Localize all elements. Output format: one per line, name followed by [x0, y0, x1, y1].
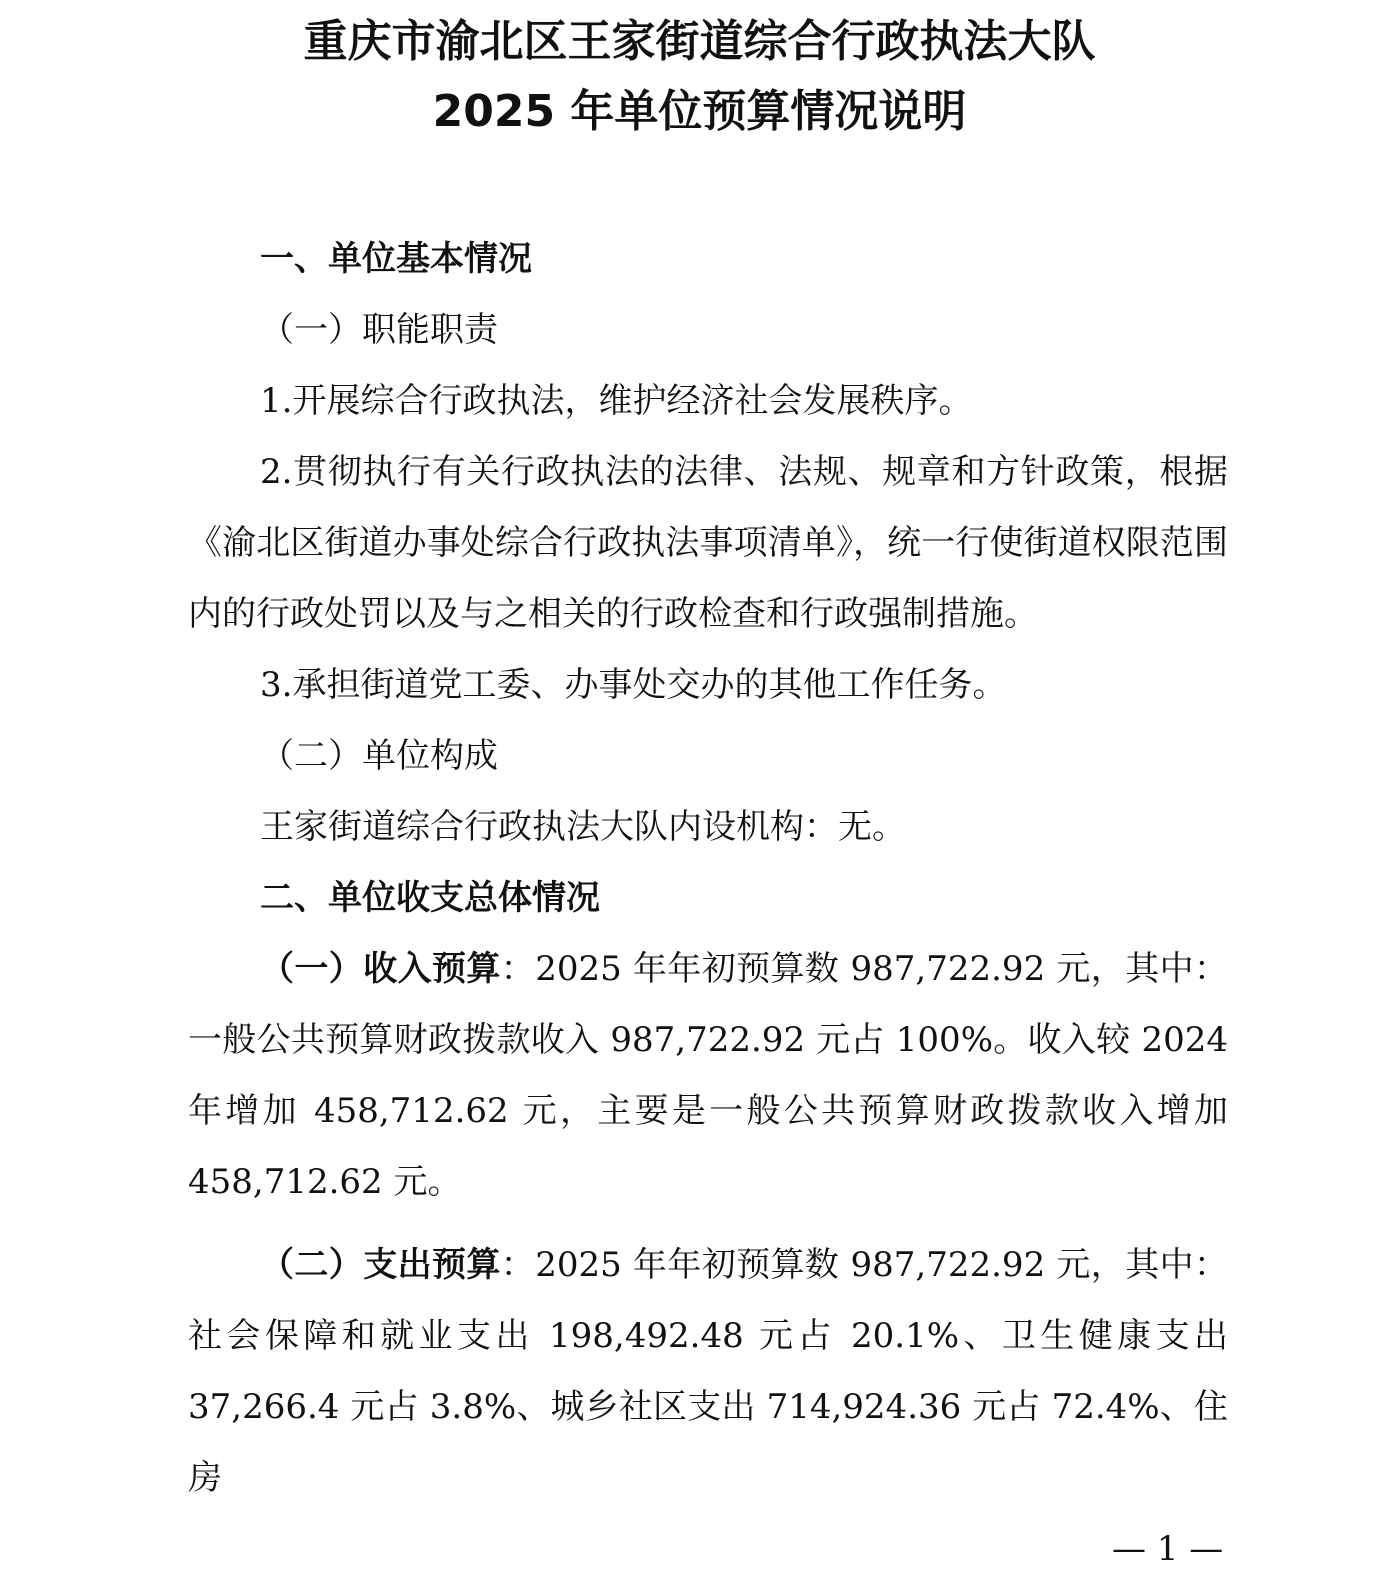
duty-item-1: 1.开展综合行政执法，维护经济社会发展秩序。 [260, 381, 973, 421]
page-number: — 1 — [1112, 1529, 1224, 1569]
document-title-line1: 重庆市渝北区王家街道综合行政执法大队 [303, 16, 1096, 67]
duty-item-3: 3.承担街道党工委、办事处交办的其他工作任务。 [260, 665, 1007, 705]
section1-heading: 一、单位基本情况 [260, 239, 532, 279]
document-title-line2: 2025 年单位预算情况说明 [432, 86, 967, 137]
expense-budget-lead: （二）支出预算 [260, 1245, 501, 1285]
expense-budget-text: ：2025 年年初预算数 987,722.92 元，其中：社会保障和就业支出 198,492.48 元占 20.1%、卫生健康支出 37,266.4 元占 3.8%、城乡社区支出 714,924.36 元占 72.4%、住房 [188, 1245, 1228, 1498]
income-budget-paragraph [188, 934, 1228, 1218]
section1-sub2-heading: （二）单位构成 [260, 736, 498, 776]
unit-composition-text: 王家街道综合行政执法大队内设机构：无。 [260, 807, 906, 847]
document-body [188, 224, 1228, 1514]
expense-budget-paragraph [188, 1230, 1228, 1514]
income-budget-text: ：2025 年年初预算数 987,722.92 元，其中：一般公共预算财政拨款收入 987,722.92 元占 100%。收入较 2024 年增加 458,712.62 元，主要是一般公共预算财政拨款收入增加 458,712.62 元。 [188, 949, 1228, 1202]
duty-item-2: 2.贯彻执行有关行政执法的法律、法规、规章和方针政策，根据《渝北区街道办事处综合行政执法事项清单》，统一行使街道权限范围内的行政处罚以及与之相关的行政检查和行政强制措施。 [188, 452, 1228, 634]
income-budget-lead: （一）收入预算 [260, 949, 501, 989]
section2-heading: 二、单位收支总体情况 [260, 878, 600, 918]
section1-sub1-heading: （一）职能职责 [260, 310, 498, 350]
